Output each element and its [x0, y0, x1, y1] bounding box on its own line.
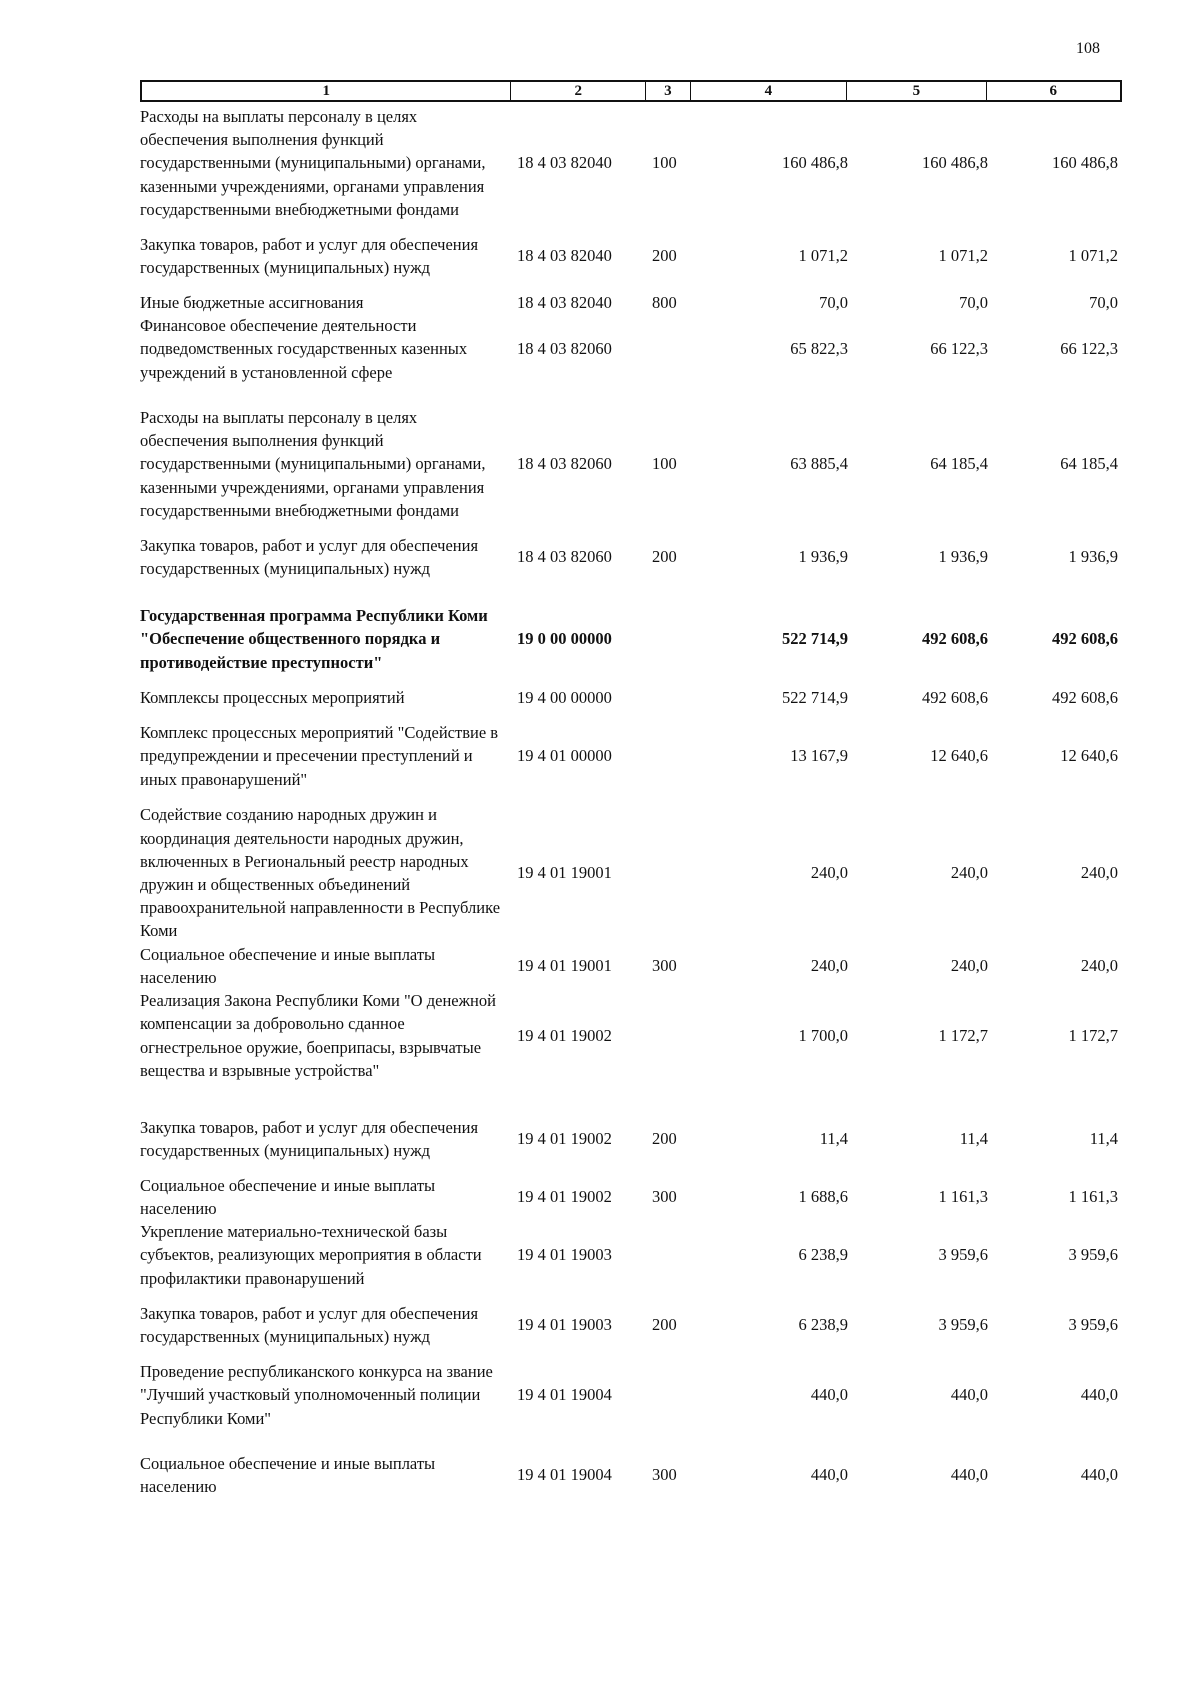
row-value-3: 1 172,7: [1068, 1025, 1118, 1045]
row-value-3: 3 959,6: [1068, 1315, 1118, 1334]
row-value-1: 522 714,9: [782, 629, 848, 648]
row-value-1: 440,0: [810, 1385, 848, 1404]
row-value-1: 63 885,4: [790, 454, 848, 473]
table-row: [140, 291, 1122, 314]
row-value-1: 70,0: [819, 292, 848, 312]
row-code: 18 4 03 82060: [517, 547, 612, 566]
row-value-2: 66 122,3: [930, 339, 988, 358]
table-row: [140, 686, 1122, 709]
row-name: Социальное обеспечение и иные выплаты населению: [140, 1453, 436, 1496]
row-value-2: 12 640,6: [930, 746, 988, 765]
row-value-1: 160 486,8: [782, 153, 848, 172]
header-col-2: 2: [511, 82, 645, 100]
header-col-4: 4: [691, 82, 847, 100]
row-value-3: 440,0: [1080, 1385, 1118, 1404]
table-header: [140, 80, 1122, 102]
table-row: [140, 943, 1122, 989]
row-value-3: 440,0: [1080, 1465, 1118, 1484]
row-value-1: 6 238,9: [798, 1245, 848, 1264]
row-value-2: 240,0: [950, 863, 988, 882]
header-col-1: 1: [142, 82, 511, 100]
row-value-3: 492 608,6: [1052, 687, 1118, 707]
row-type: 200: [652, 1315, 677, 1334]
row-value-1: 1 936,9: [798, 547, 848, 566]
row-value-3: 1 161,3: [1068, 1187, 1118, 1206]
row-code: 19 4 00 00000: [517, 687, 612, 707]
row-value-3: 64 185,4: [1060, 454, 1118, 473]
row-code: 19 4 01 19002: [517, 1025, 612, 1045]
row-value-1: 1 071,2: [798, 246, 848, 265]
row-value-2: 160 486,8: [922, 153, 988, 172]
row-name: Финансовое обеспечение деятельности подведомственных государственных казенных учреждений в установленной сфере: [140, 316, 468, 382]
row-code: 19 4 01 19004: [517, 1465, 612, 1484]
row-code: 18 4 03 82040: [517, 153, 612, 172]
row-code: 19 4 01 19003: [517, 1245, 612, 1264]
row-value-3: 11,4: [1089, 1129, 1118, 1148]
row-value-1: 240,0: [810, 863, 848, 882]
row-code: 19 4 01 19002: [517, 1129, 612, 1148]
row-name: Комплексы процессных мероприятий: [140, 687, 405, 707]
row-code: 18 4 03 82040: [517, 246, 612, 265]
table-row: [140, 1220, 1122, 1290]
row-value-3: 492 608,6: [1052, 629, 1118, 648]
row-value-3: 160 486,8: [1052, 153, 1118, 172]
row-code: 19 4 01 19003: [517, 1315, 612, 1334]
row-value-2: 3 959,6: [938, 1315, 988, 1334]
table-row: [140, 1452, 1122, 1498]
row-type: 300: [652, 1187, 677, 1206]
table-row: [140, 989, 1122, 1082]
table-row: [140, 105, 1122, 221]
row-name: Расходы на выплаты персоналу в целях обеспечения выполнения функций государственными (муниципальными) органами, казенными учреждениями, органами управления государственными внебюджетными фондами: [140, 107, 486, 219]
table-row: [140, 221, 1122, 291]
row-value-1: 240,0: [810, 956, 848, 975]
row-value-2: 492 608,6: [922, 687, 988, 707]
row-type: 300: [652, 956, 677, 975]
row-value-3: 240,0: [1080, 956, 1118, 975]
row-value-2: 1 071,2: [938, 246, 988, 265]
row-value-1: 65 822,3: [790, 339, 848, 358]
table-row: [140, 1290, 1122, 1360]
row-type: 200: [652, 1129, 677, 1148]
row-value-3: 1 071,2: [1068, 246, 1118, 265]
row-code: 18 4 03 82060: [517, 454, 612, 473]
row-type: 200: [652, 246, 677, 265]
row-name: Социальное обеспечение и иные выплаты населению: [140, 1175, 436, 1218]
table-row: [140, 1104, 1122, 1174]
row-name: Реализация Закона Республики Коми "О денежной компенсации за добровольно сданное огнестрельное оружие, боеприпасы, взрывчатые вещества и взрывные устройства": [140, 991, 496, 1080]
row-code: 19 0 00 00000: [517, 629, 612, 648]
row-name: Проведение республиканского конкурса на звание "Лучший участковый уполномоченный полиции Республики Коми": [140, 1362, 493, 1428]
row-value-1: 13 167,9: [790, 746, 848, 765]
row-value-2: 3 959,6: [938, 1245, 988, 1264]
row-value-2: 11,4: [959, 1129, 988, 1148]
row-type: 300: [652, 1465, 677, 1484]
row-value-3: 12 640,6: [1060, 746, 1118, 765]
table-row: [140, 1174, 1122, 1220]
row-value-2: 440,0: [950, 1465, 988, 1484]
row-value-2: 1 161,3: [938, 1187, 988, 1206]
table-row: [140, 721, 1122, 791]
row-value-2: 1 172,7: [938, 1025, 988, 1045]
row-value-1: 1 688,6: [798, 1187, 848, 1206]
row-value-2: 492 608,6: [922, 629, 988, 648]
row-code: 19 4 01 00000: [517, 746, 612, 765]
row-value-1: 522 714,9: [782, 687, 848, 707]
row-name: Укрепление материально-технической базы субъектов, реализующих мероприятия в области профилактики правонарушений: [140, 1222, 482, 1288]
row-name: Закупка товаров, работ и услуг для обеспечения государственных (муниципальных) нужд: [140, 1303, 479, 1346]
table-row: [140, 406, 1122, 522]
row-name: Содействие созданию народных дружин и координация деятельности народных дружин, включенных в Региональный реестр народных дружин и общественных объединений правоохранительной направленности в Республике Коми: [140, 805, 501, 941]
row-code: 18 4 03 82060: [517, 339, 612, 358]
row-value-3: 240,0: [1080, 863, 1118, 882]
header-col-5: 5: [847, 82, 986, 100]
table-row: [140, 803, 1122, 943]
row-name: Государственная программа Республики Коми "Обеспечение общественного порядка и противодействие преступности": [140, 606, 488, 672]
row-value-1: 11,4: [819, 1129, 848, 1148]
row-code: 19 4 01 19002: [517, 1187, 612, 1206]
table-row: [140, 314, 1122, 384]
row-value-3: 1 936,9: [1068, 547, 1118, 566]
row-value-2: 240,0: [950, 956, 988, 975]
row-value-3: 66 122,3: [1060, 339, 1118, 358]
row-code: 19 4 01 19001: [517, 863, 612, 882]
row-code: 19 4 01 19004: [517, 1385, 612, 1404]
row-name: Иные бюджетные ассигнования: [140, 292, 364, 312]
table-row: [140, 522, 1122, 592]
row-value-2: 440,0: [950, 1385, 988, 1404]
row-type: 200: [652, 547, 677, 566]
row-type: 100: [652, 454, 677, 473]
row-name: Закупка товаров, работ и услуг для обеспечения государственных (муниципальных) нужд: [140, 1117, 479, 1160]
row-value-3: 3 959,6: [1068, 1245, 1118, 1264]
row-name: Комплекс процессных мероприятий "Содействие в предупреждении и пресечении преступлений и иных правонарушений": [140, 723, 499, 789]
row-value-1: 440,0: [810, 1465, 848, 1484]
row-name: Социальное обеспечение и иные выплаты населению: [140, 944, 436, 987]
row-value-3: 70,0: [1089, 292, 1118, 312]
header-col-6: 6: [1049, 83, 1058, 99]
row-value-1: 6 238,9: [798, 1315, 848, 1334]
row-code: 18 4 03 82040: [517, 292, 612, 312]
row-name: Закупка товаров, работ и услуг для обеспечения государственных (муниципальных) нужд: [140, 234, 479, 277]
page-number: 108: [1076, 40, 1100, 57]
row-type: 100: [652, 153, 677, 172]
row-name: Расходы на выплаты персоналу в целях обеспечения выполнения функций государственными (муниципальными) органами, казенными учреждениями, органами управления государственными внебюджетными фондами: [140, 408, 486, 520]
row-value-1: 1 700,0: [798, 1025, 848, 1045]
row-type: 800: [652, 292, 677, 312]
table-row: [140, 604, 1122, 674]
table-row: [140, 1360, 1122, 1430]
row-name: Закупка товаров, работ и услуг для обеспечения государственных (муниципальных) нужд: [140, 535, 479, 578]
row-value-2: 1 936,9: [938, 547, 988, 566]
row-code: 19 4 01 19001: [517, 956, 612, 975]
header-col-3: 3: [646, 82, 691, 100]
row-value-2: 64 185,4: [930, 454, 988, 473]
table-body: [140, 105, 1122, 1498]
row-value-2: 70,0: [959, 292, 988, 312]
